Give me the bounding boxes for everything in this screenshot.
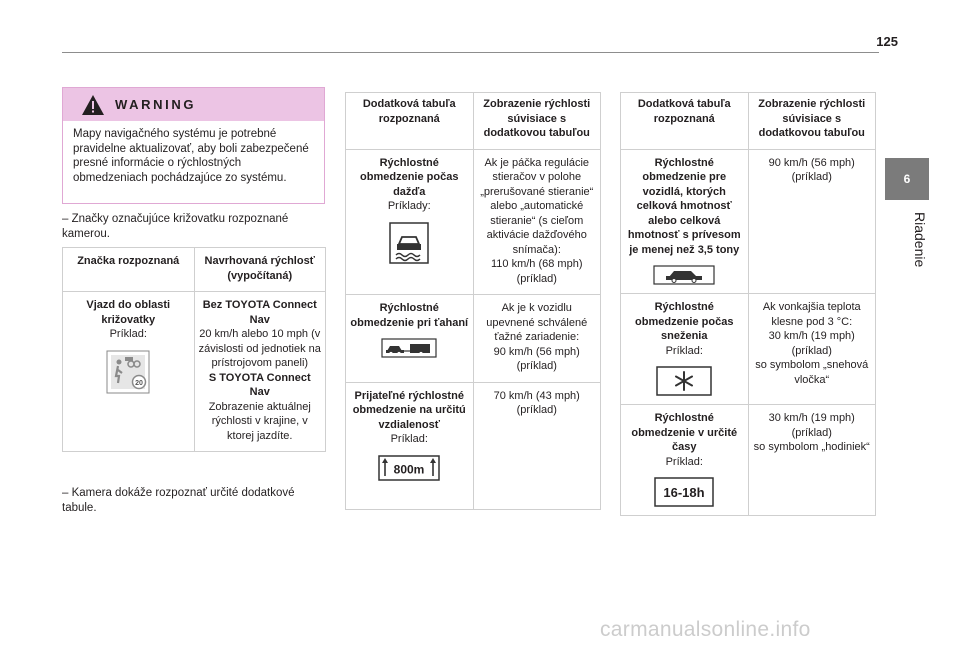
cell-title: Rýchlostné obmedzenie počas sneženia: [635, 301, 734, 342]
table-row: [346, 149, 601, 295]
page-number: 125: [876, 34, 898, 49]
cell-text: Ak je k vozidlu upevnené schválené ťažné zariadenie: 90 km/h (56 mph) (príklad): [473, 295, 601, 383]
cell-title: Rýchlostné obmedzenie pri ťahaní: [350, 302, 469, 329]
table-header: Zobrazenie rýchlosti súvisiace s dodatkovou tabuľou: [473, 93, 601, 150]
table-header: Dodatková tabuľa rozpoznaná: [621, 93, 749, 150]
table-row: [621, 405, 876, 516]
cell-label: Príklady:: [387, 200, 431, 212]
rain-car-sign-icon: [389, 222, 429, 264]
chapter-tab[interactable]: 6: [885, 158, 929, 200]
camera-note: – Kamera dokáže rozpoznať určité dodatkové tabule.: [62, 487, 295, 514]
cell-label: Príklad:: [665, 455, 703, 468]
warning-triangle-icon: [81, 94, 105, 116]
cell-text: Ak je páčka regulácie stieračov v polohe „prerušované stieranie“ alebo „automatické stieranie“ (s cieľom aktivácie dažďového snímača): 110 km/h (68 mph) (príklad): [473, 149, 601, 295]
cell-title: Vjazd do oblasti križovatky: [86, 299, 171, 326]
cell-text: 30 km/h (19 mph) (príklad) so symbolom „hodiniek“: [748, 405, 876, 516]
table-row: [621, 149, 876, 294]
towing-sign-icon: [381, 338, 437, 358]
cell-text: Zobrazenie aktuálnej rýchlosti v krajine, v ktorej jazdíte.: [208, 400, 311, 442]
table-row: [346, 295, 601, 383]
warning-header: [63, 88, 324, 121]
table-row: [63, 292, 326, 452]
distance-sign-icon: [378, 455, 440, 481]
cell-label: Príklad:: [109, 328, 147, 340]
additional-sign-table-1: [345, 92, 601, 510]
table-row: [621, 294, 876, 405]
snowflake-sign-icon: [656, 366, 712, 396]
cell-label: Príklad:: [390, 433, 428, 445]
cell-title: Rýchlostné obmedzenie pre vozidlá, ktorých celková hmotnosť alebo celková hmotnosť s prívesom je menej než 3,5 tony: [627, 156, 741, 256]
warning-label: WARNING: [115, 97, 197, 112]
cell-text: 20 km/h alebo 10 mph (v závislosti od jednotiek na prístrojovom paneli): [198, 328, 321, 369]
intersection-note: – Značky označujúce križovatku rozpoznané kamerou.: [62, 213, 289, 240]
intersection-table: [62, 247, 326, 452]
intersection-zone-sign-icon: [106, 350, 150, 394]
cell-title: Rýchlostné obmedzenie počas dažďa: [360, 156, 459, 198]
icon-number: 20: [135, 379, 144, 387]
table-header: Zobrazenie rýchlosti súvisiace s dodatkovou tabuľou: [748, 93, 876, 150]
time-value: 16-18h: [663, 485, 705, 500]
table-row: [346, 382, 601, 509]
cell-subtitle: S TOYOTA Connect Nav: [208, 371, 311, 398]
distance-value: 800m: [393, 462, 425, 476]
cell-title: Rýchlostné obmedzenie v určité časy: [631, 412, 738, 453]
table-header: Dodatková tabuľa rozpoznaná: [346, 93, 474, 150]
table-header: Značka rozpoznaná: [63, 248, 195, 292]
cell-text: 90 km/h (56 mph) (príklad): [748, 149, 876, 294]
cell-title: Prijateľné rýchlostné obmedzenie na určitú vzdialenosť: [352, 389, 466, 431]
header-rule: [62, 52, 879, 53]
time-sign-icon: [654, 477, 714, 507]
warning-box: [62, 87, 325, 204]
watermark: carmanualsonline.info: [600, 618, 811, 641]
cell-text: Ak vonkajšia teplota klesne pod 3 °C: 30 km/h (19 mph) (príklad) so symbolom „snehová vločka“: [748, 294, 876, 405]
chapter-title: Riadenie: [912, 212, 928, 268]
car-sign-icon: [653, 265, 715, 285]
warning-text: Mapy navigačného systému je potrebné pravidelne aktualizovať, aby boli zabezpečené presné informácie o rýchlostných obmedzeniach pochádzajúce zo systému.: [73, 128, 309, 184]
table-header: Navrhovaná rýchlosť (vypočítaná): [194, 248, 326, 292]
cell-label: Príklad:: [665, 344, 703, 357]
cell-subtitle: Bez TOYOTA Connect Nav: [202, 299, 317, 326]
additional-sign-table-2: [620, 92, 876, 516]
cell-text: 70 km/h (43 mph) (príklad): [473, 382, 601, 509]
